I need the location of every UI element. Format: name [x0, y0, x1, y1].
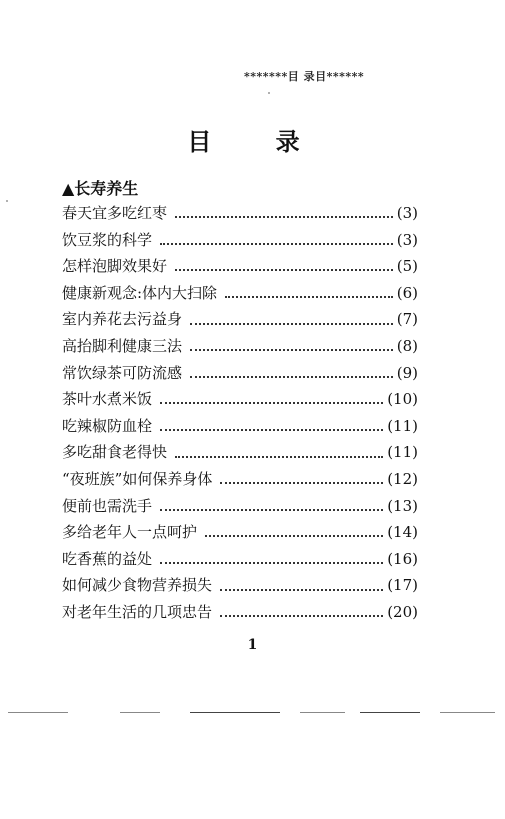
toc-entry-page: (14) [387, 523, 418, 542]
toc-entry-title: 对老年生活的几项忠告 [62, 602, 213, 621]
toc-entry[interactable] [62, 386, 418, 413]
dot-leader [160, 509, 383, 511]
toc-entry[interactable] [62, 253, 418, 280]
toc-entry[interactable] [62, 306, 418, 333]
toc-entry-title: 如何减少食物营养损失 [62, 576, 213, 595]
toc-entry-page: (11) [387, 443, 418, 462]
toc-entry-title: “夜班族”如何保养身体 [62, 469, 213, 488]
scan-artifact-line [190, 712, 280, 713]
toc-entry-title: 便前也需洗手 [62, 496, 153, 515]
dot-leader [225, 296, 393, 298]
dot-leader [190, 349, 393, 351]
toc-entry-page: (5) [396, 257, 418, 276]
scan-speck [6, 200, 8, 202]
toc-entry-title: 怎样泡脚效果好 [62, 257, 168, 276]
dot-leader [160, 402, 383, 404]
page-number: 1 [247, 637, 258, 653]
toc-entry[interactable] [62, 413, 418, 440]
page-title: 目 录 [187, 128, 328, 156]
toc-entry[interactable] [62, 227, 418, 254]
toc-entry-title: 春天宜多吃红枣 [62, 204, 168, 222]
toc-entry[interactable] [62, 572, 418, 599]
toc-entry[interactable] [62, 493, 418, 520]
toc-entry[interactable] [62, 599, 418, 626]
toc-entry-title: 健康新观念:体内大扫除 [62, 283, 218, 302]
scan-artifact-line [440, 712, 495, 713]
toc-entry[interactable] [62, 466, 418, 493]
dot-leader [175, 269, 393, 271]
dot-leader [220, 482, 383, 484]
toc-entry-page: (11) [387, 416, 418, 435]
dot-leader [160, 243, 393, 245]
toc-entry[interactable] [62, 360, 418, 387]
dot-leader [175, 216, 393, 218]
toc-entry[interactable] [62, 546, 418, 573]
scan-artifact-line [120, 712, 160, 713]
dot-leader [205, 535, 383, 537]
scan-speck [268, 92, 270, 94]
toc-entry-title: 多吃甜食老得快 [62, 443, 168, 462]
table-of-contents [62, 200, 418, 626]
toc-entry[interactable] [62, 200, 418, 227]
dot-leader [160, 562, 383, 564]
toc-entry-title: 高抬脚利健康三法 [62, 336, 183, 355]
toc-entry-page: (17) [387, 576, 418, 595]
toc-entry-title: 茶叶水煮米饭 [62, 390, 153, 409]
toc-entry-page: (3) [396, 230, 418, 249]
toc-entry-title: 常饮绿茶可防流感 [62, 363, 183, 382]
toc-entry-page: (13) [387, 496, 418, 515]
toc-entry[interactable] [62, 439, 418, 466]
dot-leader [190, 376, 393, 378]
dot-leader [160, 429, 383, 431]
toc-entry[interactable] [62, 333, 418, 360]
dot-leader [220, 615, 383, 617]
toc-entry[interactable] [62, 280, 418, 307]
toc-entry-title: 多给老年人一点呵护 [62, 523, 198, 542]
toc-entry-page: (10) [387, 390, 418, 409]
toc-entry-page: (3) [396, 204, 418, 222]
toc-entry-page: (7) [396, 310, 418, 329]
running-header: *******目 录目****** [244, 70, 365, 83]
toc-entry[interactable] [62, 519, 418, 546]
scan-artifact-line [300, 712, 345, 713]
toc-entry-title: 饮豆浆的科学 [62, 230, 153, 249]
toc-entry-title: 室内养花去污益身 [62, 310, 183, 329]
toc-entry-page: (6) [396, 283, 418, 302]
toc-entry-page: (8) [396, 336, 418, 355]
dot-leader [175, 456, 383, 458]
dot-leader [190, 323, 393, 325]
toc-entry-title: 吃辣椒防血栓 [62, 416, 153, 435]
scan-artifact-line [8, 712, 68, 713]
toc-entry-page: (16) [387, 549, 418, 568]
scan-artifact-line [360, 712, 420, 713]
toc-entry-page: (12) [387, 469, 418, 488]
toc-entry-page: (9) [396, 363, 418, 382]
toc-entry-title: 吃香蕉的益处 [62, 549, 153, 568]
section-title: ▲长寿养生 [62, 179, 139, 198]
dot-leader [220, 589, 383, 591]
toc-entry-page: (20) [387, 602, 418, 621]
